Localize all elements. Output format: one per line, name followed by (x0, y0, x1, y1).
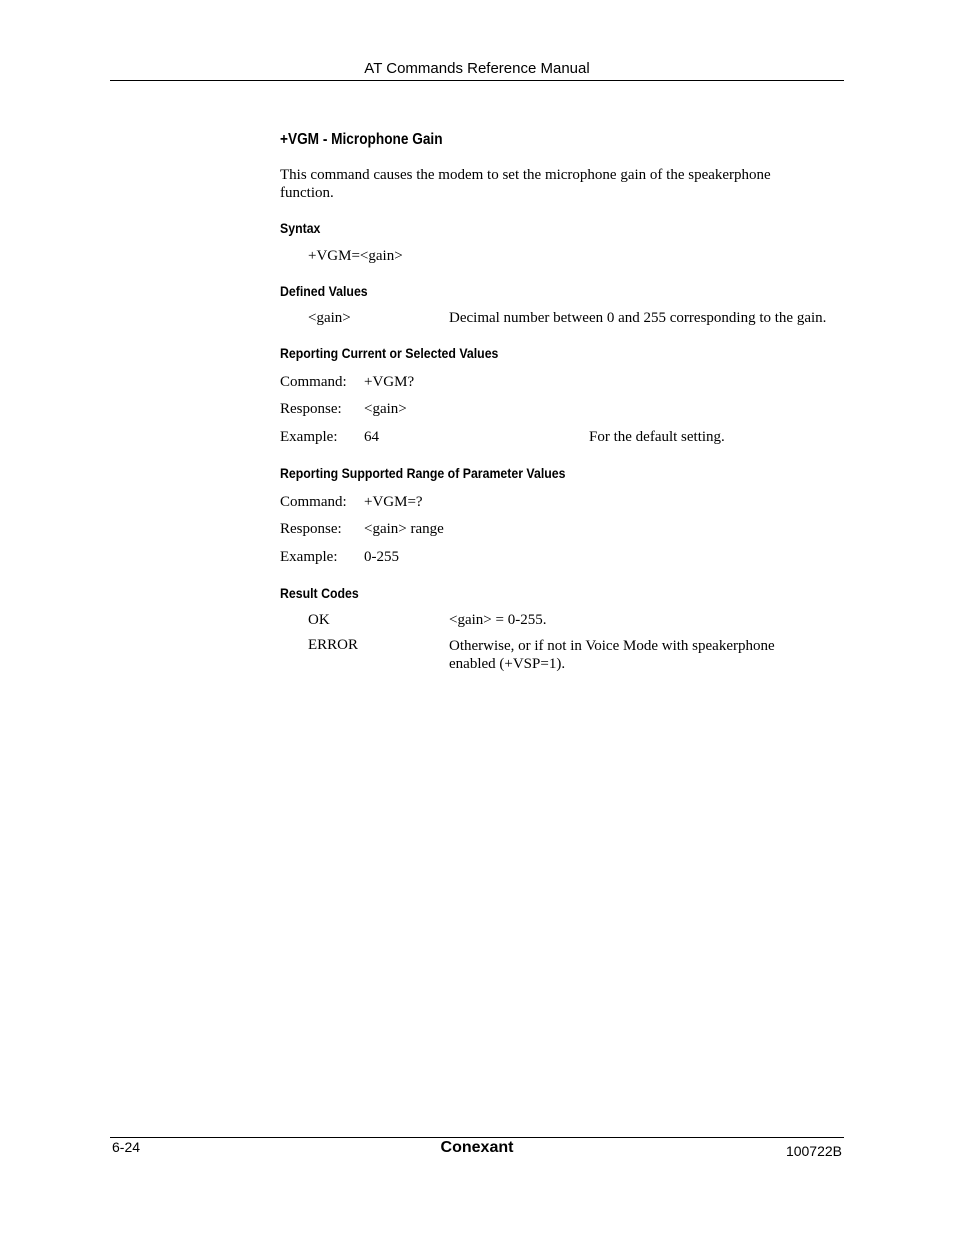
range-response-label: Response: (280, 521, 342, 537)
defined-values-heading: Defined Values (280, 283, 368, 299)
header-rule (110, 80, 844, 81)
page-header-title: AT Commands Reference Manual (364, 60, 590, 77)
current-command-label: Command: (280, 374, 347, 390)
defined-value-name: <gain> (308, 310, 351, 326)
section-title: +VGM - Microphone Gain (280, 131, 443, 148)
description-line-1: This command causes the modem to set the microphone gain of the speakerphone (280, 167, 771, 183)
range-example-value: 0-255 (364, 549, 399, 565)
error-description-line-1: Otherwise, or if not in Voice Mode with speakerphone (449, 638, 775, 654)
syntax-value: +VGM=<gain> (308, 248, 403, 264)
result-code-error-description (449, 637, 775, 673)
range-response-value: <gain> range (364, 521, 444, 537)
section-description (280, 166, 820, 202)
description-line-2: function. (280, 185, 334, 201)
current-response-label: Response: (280, 401, 342, 417)
result-code-error: ERROR (308, 637, 359, 653)
syntax-heading: Syntax (280, 220, 321, 236)
footer-rule (110, 1137, 844, 1138)
current-example-note: For the default setting. (589, 429, 725, 445)
result-code-ok: OK (308, 612, 330, 628)
reporting-current-heading: Reporting Current or Selected Values (280, 345, 499, 361)
range-command-label: Command: (280, 494, 347, 510)
current-response-value: <gain> (364, 401, 407, 417)
reporting-range-heading: Reporting Supported Range of Parameter Values (280, 465, 566, 481)
result-code-ok-description: <gain> = 0-255. (449, 612, 547, 628)
range-command-value: +VGM=? (364, 494, 423, 510)
footer-page-number: 6-24 (112, 1139, 141, 1155)
footer-company: Conexant (440, 1139, 514, 1156)
result-codes-heading: Result Codes (280, 585, 359, 601)
current-command-value: +VGM? (364, 374, 415, 390)
footer-doc-number: 100722B (785, 1143, 842, 1159)
range-example-label: Example: (280, 549, 338, 565)
current-example-value: 64 (364, 429, 379, 445)
defined-value-description: Decimal number between 0 and 255 corresponding to the gain. (449, 310, 827, 326)
current-example-label: Example: (280, 429, 338, 445)
error-description-line-2: enabled (+VSP=1). (449, 656, 566, 672)
